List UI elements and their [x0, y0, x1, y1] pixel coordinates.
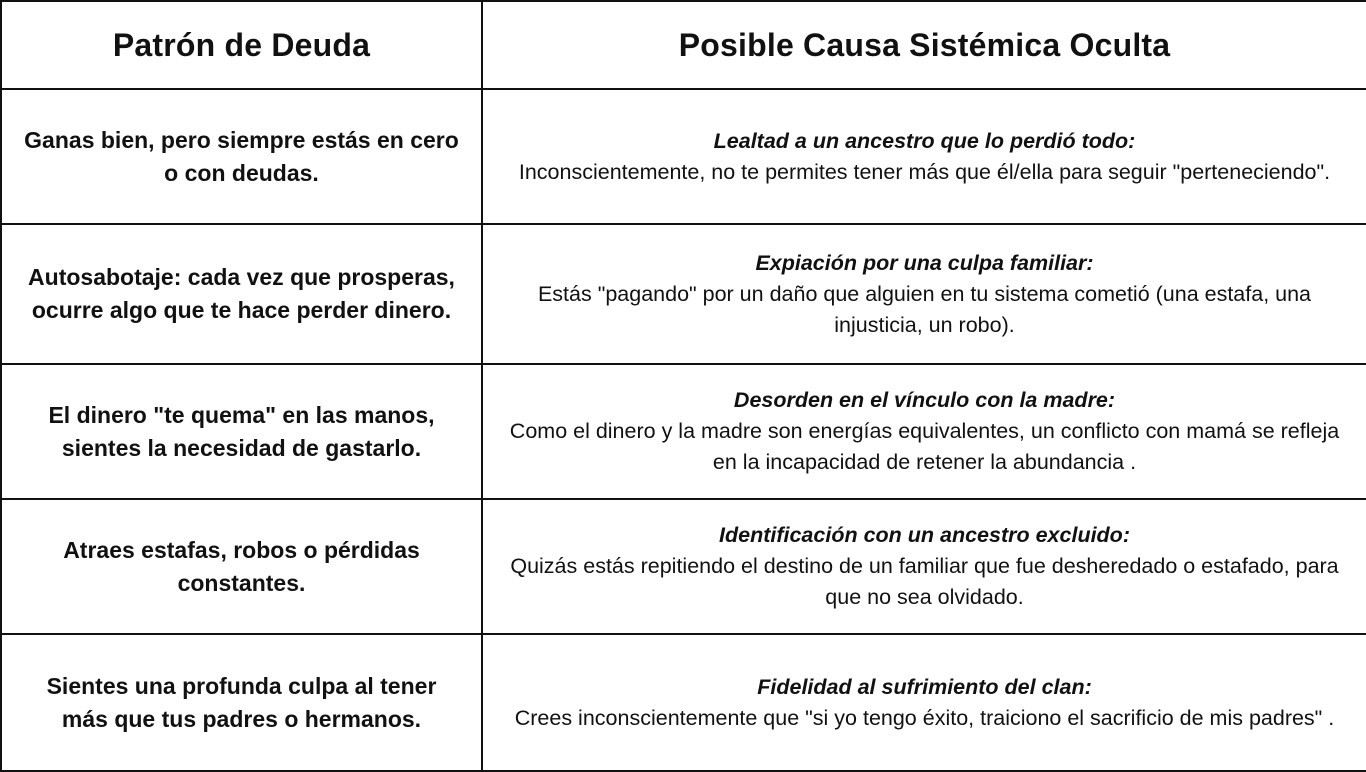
cause-title: Identificación con un ancestro excluido:	[719, 523, 1130, 547]
cause-text: Inconscientemente, no te permites tener más que él/ella para seguir "perteneciendo".	[518, 159, 1331, 184]
pattern-cell: Autosabotaje: cada vez que prosperas, ocurre algo que te hace perder dinero.	[1, 224, 482, 364]
cause-title: Expiación por una culpa familiar:	[755, 250, 1094, 275]
cause-title: Fidelidad al sufrimiento del clan:	[757, 674, 1092, 699]
table-header-row	[1, 1, 1366, 89]
cause-cell	[482, 89, 1366, 224]
cause-cell	[482, 364, 1366, 499]
table-row	[1, 224, 1366, 364]
cause-cell	[482, 634, 1366, 771]
table-row	[1, 499, 1366, 634]
cause-title: Desorden en el vínculo con la madre:	[733, 388, 1116, 412]
pattern-cell: Sientes una profunda culpa al tener más que tus padres o hermanos.	[1, 634, 482, 771]
table-row	[1, 89, 1366, 224]
cause-text: Como el dinero y la madre son energías equivalentes, un conflicto con mamá se refleja en la incapacidad de retener la abundancia .	[509, 419, 1340, 474]
header-hidden-cause: Posible Causa Sistémica Oculta	[482, 1, 1366, 89]
header-debt-pattern: Patrón de Deuda	[1, 1, 482, 89]
pattern-cell: El dinero "te quema" en las manos, sientes la necesidad de gastarlo.	[1, 364, 482, 499]
pattern-cell: Ganas bien, pero siempre estás en cero o con deudas.	[1, 89, 482, 224]
table-row	[1, 364, 1366, 499]
pattern-cell: Atraes estafas, robos o pérdidas constantes.	[1, 499, 482, 634]
cause-text: Estás "pagando" por un daño que alguien en tu sistema cometió (una estafa, una injusticia, un robo).	[537, 281, 1312, 337]
cause-title: Lealtad a un ancestro que lo perdió todo:	[713, 128, 1136, 153]
table-row	[1, 634, 1366, 771]
cause-cell	[482, 499, 1366, 634]
cause-cell	[482, 224, 1366, 364]
cause-text: Crees inconscientemente que "si yo tengo éxito, traiciono el sacrificio de mis padres" .	[514, 705, 1335, 730]
cause-text: Quizás estás repitiendo el destino de un familiar que fue desheredado o estafado, para que no sea olvidado.	[510, 554, 1339, 609]
